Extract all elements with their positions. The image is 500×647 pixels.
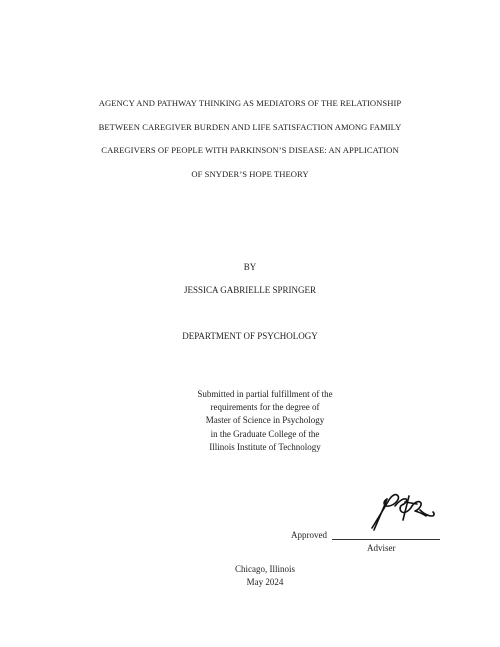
by-label: BY [243,262,257,272]
place: Chicago, Illinois [235,564,295,574]
submission-line: Master of Science in Psychology [205,415,325,426]
place-and-date [0,563,500,588]
thesis-title [60,92,440,186]
title-line: BETWEEN CAREGIVER BURDEN AND LIFE SATISFACTION AMONG FAMILY [98,121,402,132]
department-name: DEPARTMENT OF PSYCHOLOGY [182,331,318,341]
title-line: AGENCY AND PATHWAY THINKING AS MEDIATORS OF THE RELATIONSHIP [98,98,402,108]
submission-line: in the Graduate College of the [210,428,320,439]
submission-line: requirements for the degree of [210,402,320,413]
author-name: JESSICA GABRIELLE SPRINGER [183,285,317,295]
approved-label: Approved [291,530,327,540]
adviser-signature [365,490,440,535]
submission-line: Illinois Institute of Technology [209,441,321,452]
title-line: OF SNYDER’S HOPE THEORY [191,168,309,179]
submission-statement [0,388,500,454]
date: May 2024 [246,576,284,587]
title-line: CAREGIVERS OF PEOPLE WITH PARKINSON’S DISEASE: AN APPLICATION [101,145,399,155]
signature-line [332,539,440,540]
adviser-label: Adviser [367,543,396,553]
submission-line: Submitted in partial fulfillment of the [197,389,333,399]
